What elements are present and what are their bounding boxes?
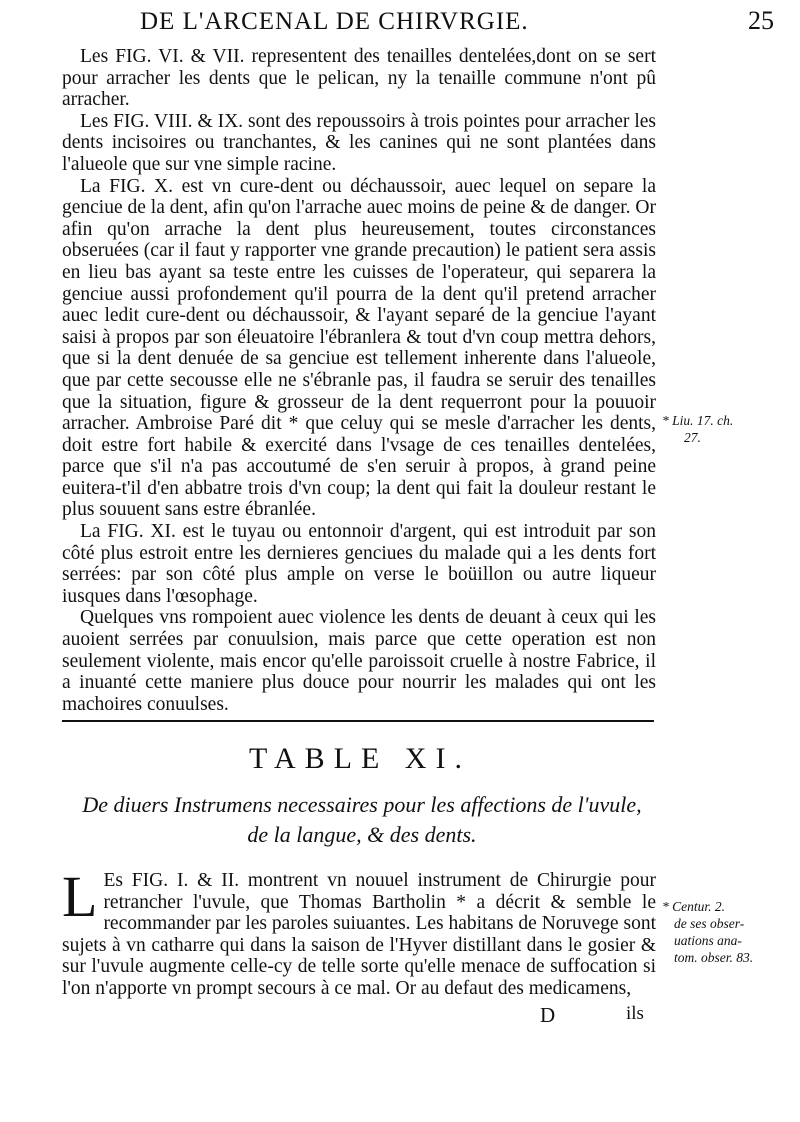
section-subtitle [62, 790, 662, 850]
paragraph-fig-1-2: Es FIG. I. & II. montrent vn nouuel instrument de Chirurgie pour retrancher l'uvule, que Thomas Bartholin * a décrit & semble le recommander par les paroles suiuantes. Les habitans de Noruvege sont sujets à vn catharre qui dans la saison de l'Hyver distillant dans le gosier & sur l'uvule augmente celle-cy de telle sorte qu'elle menace de suffocation si l'on n'apporte vn prompt secours à ce mal. Or au defaut des medicamens, [62, 870, 656, 999]
signature-mark: D [540, 1003, 556, 1027]
catchword: ils [626, 1003, 644, 1024]
text-block-upper [62, 46, 656, 715]
margin-note-line: uations ana- [674, 933, 742, 948]
paragraph-convulsion: Quelques vns rompoient auec violence les dents de deuant à ceux qui les auoient serrées par conuulsion, mais parce que cette operation est non seulement violente, mais encor qu'elle paroissoit cruelle à nostre Fabrice, il a inuanté cette maniere plus douce pour nourrir les malades qui ont les machoires conuulses. [62, 607, 656, 715]
paragraph-fig-11: La FIG. XI. est le tuyau ou entonnoir d'argent, qui est introduit par son côté plus estroit entre les dernieres genciues du malade qui a les dents fort serrées: par son côté plus ample on verse le boüillon ou autre liqueur iusques dans l'œsophage. [62, 521, 656, 607]
running-title: DE L'ARCENAL DE CHIRVRGIE. [140, 8, 529, 35]
margin-note-line: de ses obser- [674, 916, 745, 931]
margin-note-line: tom. obser. 83. [674, 950, 754, 965]
page-number: 25 [748, 6, 774, 35]
paragraph-fig-8-9: Les FIG. VIII. & IX. sont des repoussoirs à trois pointes pour arracher les dents incisoires ou tranchantes, & les canines qui ne sont plantées dans l'alueole que sur vne simple racine. [62, 110, 656, 175]
margin-note-line: * Liu. 17. ch. [662, 413, 734, 428]
paragraph-fig-10: La FIG. X. est vn cure-dent ou déchaussoir, auec lequel on separe la genciue de la dent, afin qu'on l'arrache auec moins de peine & de danger. Or afin qu'on arrache la dent plus heureusement, toutes circonstances obseruées (car il faut y rapporter vne grande precaution) le patient sera assis en lieu bas ayant sa teste entre les cuisses de l'operateur, qui separera la genciue aussi profondement qu'il pourra de la dent qu'il pretend arracher auec ledit cure-dent ou déchaussoir, & l'ayant separé de la genciue l'ayant saisi à propos par son éleuatoire l'ébranlera & tout d'vn coup mettra dehors, que si la dent denuée de sa genciue est tellement inherente dans l'alueole, que par cette secousse elle ne s'ébranle pas, il faudra se seruir des tenailles que la situation, figure & grosseur de la dent requerront pour la pouuoir arracher. Ambroise Paré dit * que celuy qui se mesle d'arracher les dents, doit estre fort habile & exercité dans l'vsage de ces tenailles dentelées, parce que s'il n'a pas accoutumé de s'en seruir à propos, à grand peine euitera-t'il d'en abbatre trois d'vn coup; la dent qui fait la douleur restant le plus souuent sans estre ébranlée. [62, 175, 656, 521]
section-divider [62, 720, 654, 722]
margin-note-bartholin [662, 898, 753, 966]
paragraph-fig-6-7: Les FIG. VI. & VII. representent des tenailles dentelées,dont on se sert pour arracher les dents que le pelican, ny la tenaille commune n'ont pû arracher. [62, 46, 656, 111]
drop-cap: L [62, 864, 98, 929]
subtitle-line-2: de la langue, & des dents. [247, 822, 477, 847]
text-block-lower [62, 864, 656, 1000]
section-heading: TABLE XI. [249, 742, 471, 775]
subtitle-line-1: De diuers Instrumens necessaires pour les affections de l'uvule, [82, 792, 642, 817]
margin-note-line: * Centur. 2. [662, 899, 726, 914]
margin-note-line: 27. [684, 430, 701, 445]
margin-note-pare [662, 412, 733, 446]
